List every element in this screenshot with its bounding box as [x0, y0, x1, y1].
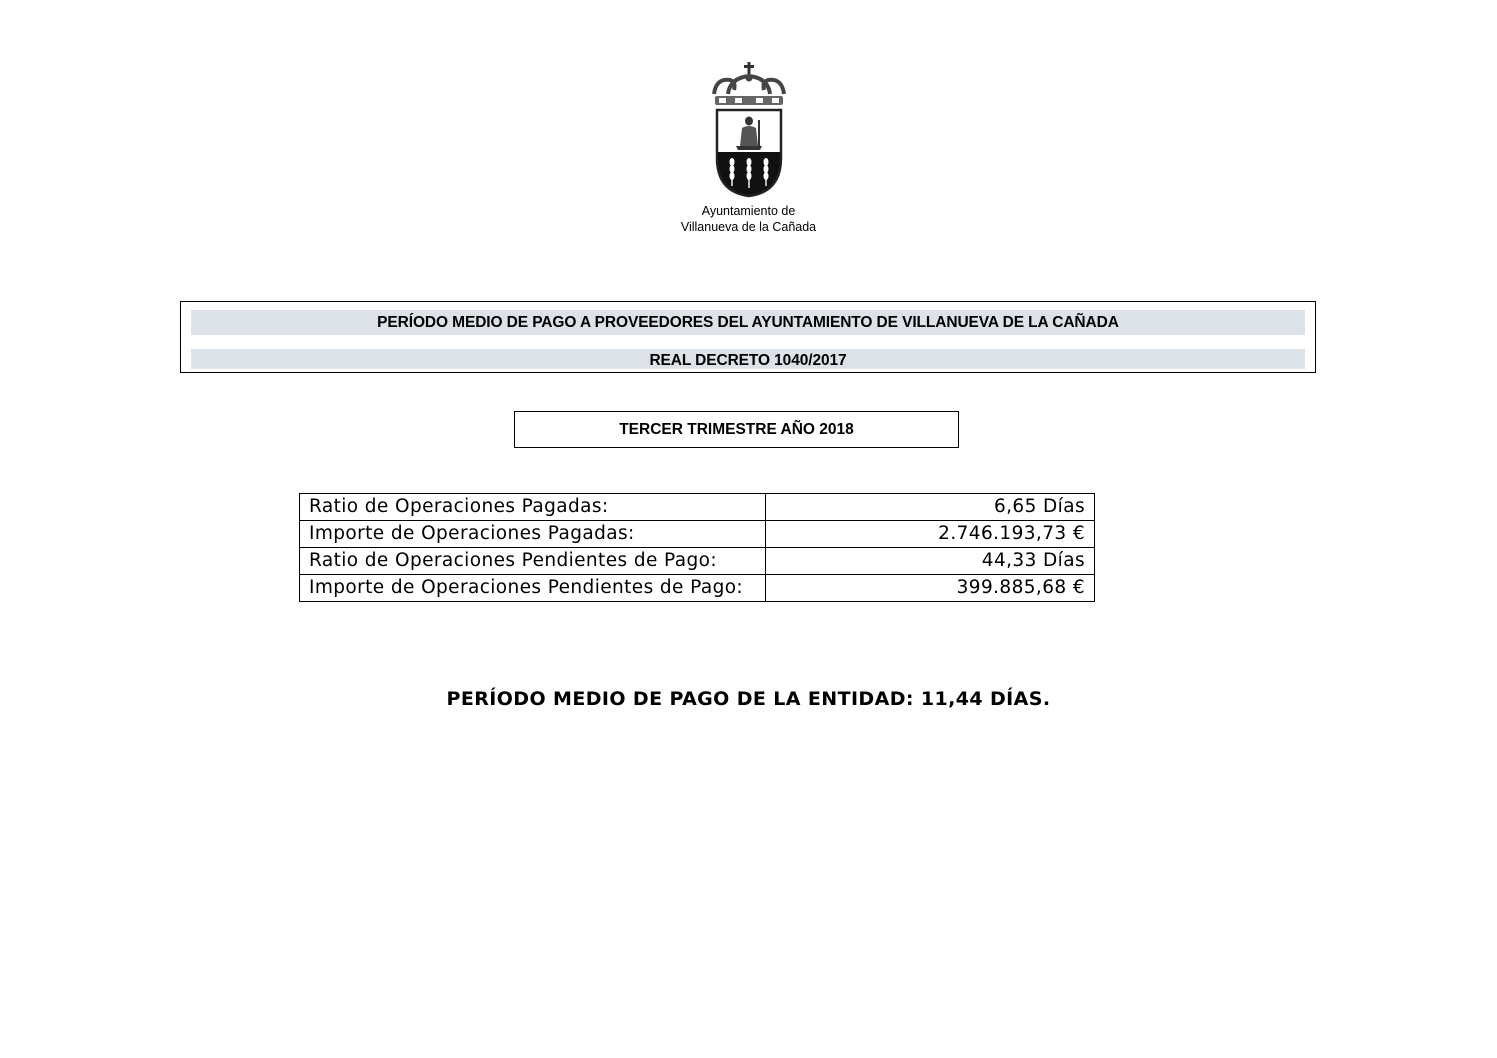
row-value: 399.885,68 €	[766, 575, 1095, 602]
table-row	[300, 575, 1095, 602]
row-value: 2.746.193,73 €	[766, 521, 1095, 548]
row-value: 6,65 Días	[766, 494, 1095, 521]
title-box	[180, 301, 1316, 373]
row-label: Ratio de Operaciones Pendientes de Pago:	[300, 548, 766, 575]
row-label: Ratio de Operaciones Pagadas:	[300, 494, 766, 521]
table-row	[300, 494, 1095, 521]
coat-of-arms-icon	[706, 58, 792, 202]
table-row	[300, 548, 1095, 575]
table-row	[300, 521, 1095, 548]
row-label: Importe de Operaciones Pagadas:	[300, 521, 766, 548]
payment-data-table	[299, 493, 1095, 602]
document-title: PERÍODO MEDIO DE PAGO A PROVEEDORES DEL AYUNTAMIENTO DE VILLANUEVA DE LA CAÑADA	[191, 310, 1305, 335]
period-label: TERCER TRIMESTRE AÑO 2018	[514, 411, 959, 448]
row-value: 44,33 Días	[766, 548, 1095, 575]
entity-name	[600, 203, 897, 235]
entity-line-1: Ayuntamiento de	[701, 204, 796, 218]
entity-line-2: Villanueva de la Cañada	[680, 220, 817, 234]
document-subtitle: REAL DECRETO 1040/2017	[191, 349, 1305, 369]
row-label: Importe de Operaciones Pendientes de Pago:	[300, 575, 766, 602]
summary-statement: PERÍODO MEDIO DE PAGO DE LA ENTIDAD: 11,44 DÍAS.	[446, 688, 1051, 710]
